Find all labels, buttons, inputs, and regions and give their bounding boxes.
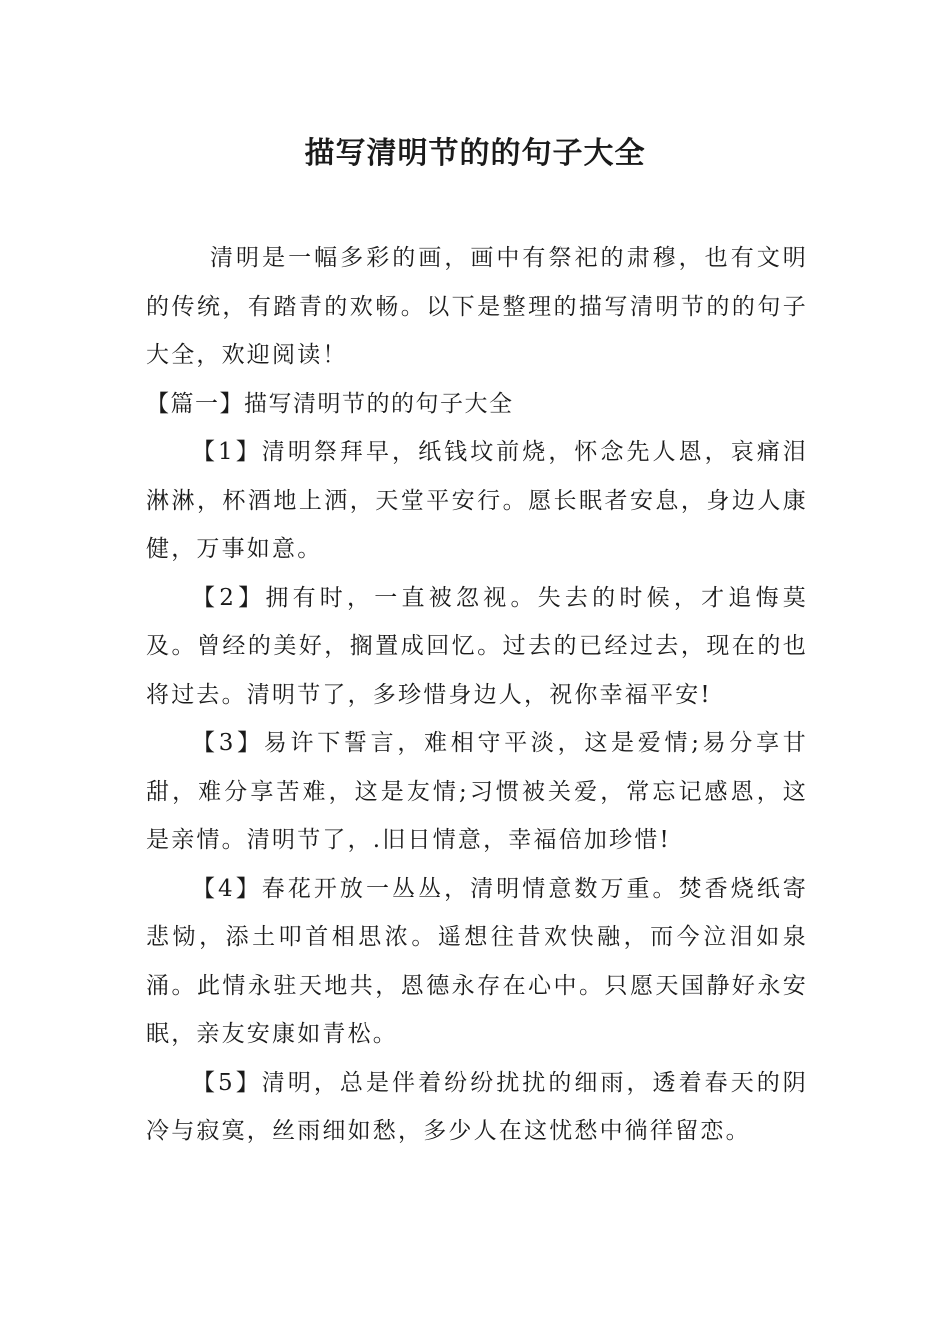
list-item: 【4】春花开放一丛丛，清明情意数万重。焚香烧纸寄悲恸，添土叩首相思浓。遥想往昔欢快融，而今泣泪如泉涌。此情永驻天地共，恩德永存在心中。只愿天国静好永安眠，亲友安康如青松。	[146, 875, 808, 1047]
list-item: 【5】清明，总是伴着纷纷扰扰的细雨，透着春天的阴冷与寂寞，丝雨细如愁，多少人在这忧愁中徜徉留恋。	[146, 1069, 808, 1144]
page-title: 描写清明节的的句子大全	[304, 136, 646, 171]
list-item: 【1】清明祭拜早，纸钱坟前烧，怀念先人恩，哀痛泪淋淋，杯酒地上洒，天堂平安行。愿长眠者安息，身边人康健，万事如意。	[146, 439, 808, 562]
section-heading: 【篇一】描写清明节的的句子大全	[146, 390, 514, 417]
list-item: 【3】易许下誓言，难相守平淡，这是爱情;易分享甘甜，难分享苦难，这是友情;习惯被关爱，常忘记感恩，这是亲情。清明节了，.旧日情意，幸福倍加珍惜!	[146, 730, 808, 853]
document-body	[146, 234, 808, 1156]
intro-paragraph: 清明是一幅多彩的画，画中有祭祀的肃穆，也有文明的传统，有踏青的欢畅。以下是整理的描写清明节的的句子大全，欢迎阅读！	[146, 245, 808, 368]
list-item: 【2】拥有时，一直被忽视。失去的时候，才追悔莫及。曾经的美好，搁置成回忆。过去的已经过去，现在的也将过去。清明节了，多珍惜身边人，祝你幸福平安!	[146, 584, 808, 708]
